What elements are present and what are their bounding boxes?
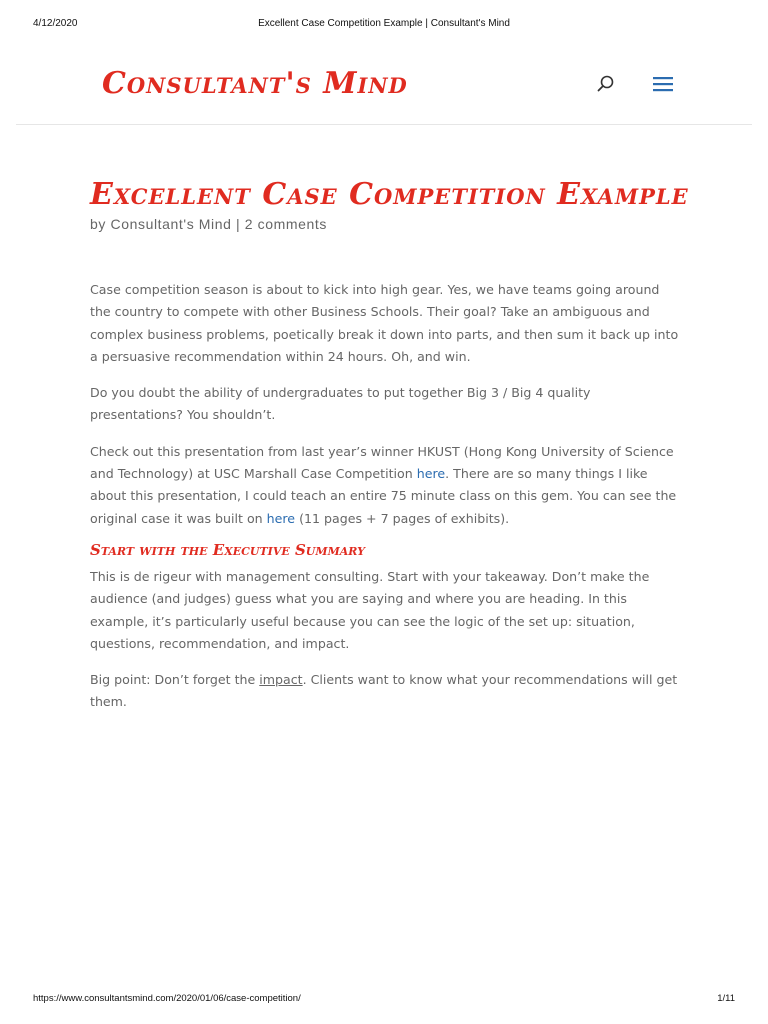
original-case-link[interactable]: here <box>266 510 296 526</box>
site-logo[interactable]: Consultant's Mind <box>102 66 408 101</box>
footer-page-number: 1/11 <box>717 993 735 1004</box>
post-meta <box>90 216 680 232</box>
author-link[interactable]: Consultant's Mind <box>110 216 232 232</box>
print-header <box>0 18 768 32</box>
p5-text-b: . Clients want to know what your recommendations will get them. <box>90 672 678 710</box>
paragraph-executive-summary: This is de rigeur with management consulting. Start with your takeaway. Don’t make the audience (and judges) guess what you are saying and where you are heading. In this example, it’s particularly useful because you can see the logic of the set up: situation, questions, recommendation, and impact. <box>90 568 650 651</box>
paragraph-impact <box>90 669 680 714</box>
print-footer <box>0 993 768 1007</box>
paragraph-doubt: Do you doubt the ability of undergraduates to put together Big 3 / Big 4 quality presentations? You shouldn’t. <box>90 385 591 423</box>
print-page-title: Excellent Case Competition Example | Consultant's Mind <box>258 18 510 29</box>
hamburger-menu-icon[interactable] <box>652 75 674 93</box>
p3-text-a: Check out this presentation from last year’s winner HKUST (Hong Kong University of Science and Technology) at USC Marshall Case Competition <box>90 443 674 482</box>
meta-prefix: by <box>90 216 111 232</box>
post-content <box>90 279 680 728</box>
article-header <box>90 176 689 232</box>
meta-separator: | <box>231 216 245 232</box>
p3-text-c: (11 pages + 7 pages of exhibits). <box>295 510 510 526</box>
presentation-link[interactable]: here <box>416 466 446 482</box>
post-title: Excellent Case Competition Example <box>90 177 689 212</box>
p5-text-a: Big point: Don’t forget the <box>90 672 260 688</box>
impact-link[interactable]: impact <box>259 672 303 688</box>
site-header <box>16 58 752 125</box>
section-heading-executive-summary: Start with the Executive Summary <box>90 540 365 559</box>
search-icon[interactable] <box>596 74 616 94</box>
paragraph-presentation <box>90 441 680 530</box>
footer-url: https://www.consultantsmind.com/2020/01/06/case-competition/ <box>33 993 301 1004</box>
paragraph-intro: Case competition season is about to kick into high gear. Yes, we have teams going around the country to compete with other Business Schools. Their goal? Take an ambiguous and complex business problems, poetically break it down into parts, and then sum it back up into a persuasive recommendation within 24 hours. Oh, and win. <box>90 282 679 364</box>
comments-link[interactable]: 2 comments <box>244 216 327 232</box>
print-date: 4/12/2020 <box>33 18 78 29</box>
p3-text-b: . There are so many things I like about this presentation, I could teach an entire 75 minute class on this gem. You can see the original case it was built on <box>90 466 677 526</box>
